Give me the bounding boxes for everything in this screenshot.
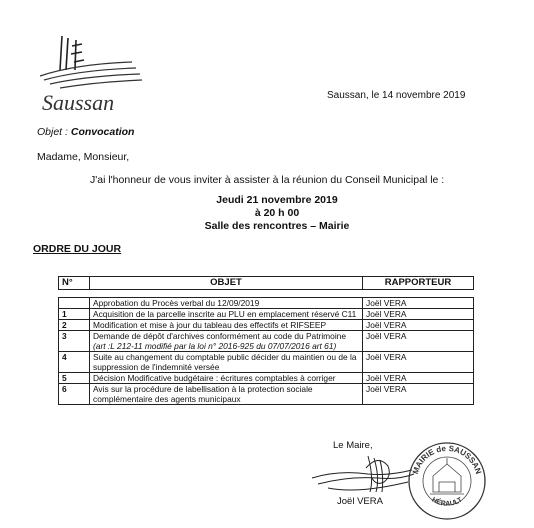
table-row [59,331,474,352]
row-objet: Décision Modificative budgétaire : écritures comptables à corriger [90,373,363,384]
row-objet [90,331,363,352]
objet-value: Convocation [70,126,135,138]
row-rapporteur: Joël VERA [363,309,474,320]
signature-title: Le Maire, [333,440,373,451]
header-rapporteur: RAPPORTEUR [363,277,474,290]
brand-name: Saussan [42,90,115,115]
header-objet: OBJET [90,277,363,290]
table-row [59,298,474,309]
agenda-header-table [58,276,474,290]
row-objet-note: (art :L 212-11 modifié par la loi n° 2016-925 du 07/07/2016 art 61) [93,341,337,351]
header-num: N° [59,277,90,290]
letter-date: Saussan, le 14 novembre 2019 [327,90,466,101]
table-row [59,309,474,320]
table-row [59,384,474,405]
table-row [59,373,474,384]
row-num: 4 [59,352,90,373]
signature-name: Joël VERA [337,496,383,507]
row-rapporteur: Joël VERA [363,352,474,373]
row-rapporteur: Joël VERA [363,320,474,331]
row-objet: Acquisition de la parcelle inscrite au PLU en emplacement réservé C11 [90,309,363,320]
ordre-du-jour-title: ORDRE DU JOUR [33,243,122,255]
row-objet-text: Demande de dépôt d'archives conformément au code du Patrimoine [93,331,346,341]
row-num: 3 [59,331,90,352]
row-objet: Modification et mise à jour du tableau des effectifs et RIFSEEP [90,320,363,331]
meeting-block [0,194,534,233]
mairie-stamp-icon [406,440,488,522]
row-num: 2 [59,320,90,331]
saussan-logo-icon [36,30,146,90]
row-num: 6 [59,384,90,405]
row-num: 5 [59,373,90,384]
table-row [59,320,474,331]
row-num: 1 [59,309,90,320]
objet-label: Objet : [37,126,68,138]
row-num [59,298,90,309]
row-objet: Approbation du Procès verbal du 12/09/2019 [90,298,363,309]
objet-line [37,126,134,138]
stamp-top-text: MAIRIE de SAUSSAN [410,443,484,476]
agenda-table [58,297,474,405]
row-objet: Suite au changement du comptable public décider du maintien ou de la suppression de l'indemnité versée [90,352,363,373]
row-rapporteur: Joël VERA [363,331,474,352]
row-objet: Avis sur la procédure de labellisation à la protection sociale complémentaire des agents municipaux [90,384,363,405]
row-rapporteur: Joël VERA [363,384,474,405]
table-row [59,352,474,373]
row-rapporteur: Joël VERA [363,373,474,384]
intro-text: J'ai l'honneur de vous inviter à assister à la réunion du Conseil Municipal le : [90,174,445,186]
meeting-date: Jeudi 21 novembre 2019 [216,194,338,206]
handwritten-signature-icon [308,448,418,498]
row-rapporteur: Joël VERA [363,298,474,309]
salutation: Madame, Monsieur, [37,151,130,163]
stamp-bottom-text: HÉRAULT [430,496,464,508]
meeting-time: à 20 h 00 [254,207,300,219]
meeting-place: Salle des rencontres – Mairie [204,220,350,232]
